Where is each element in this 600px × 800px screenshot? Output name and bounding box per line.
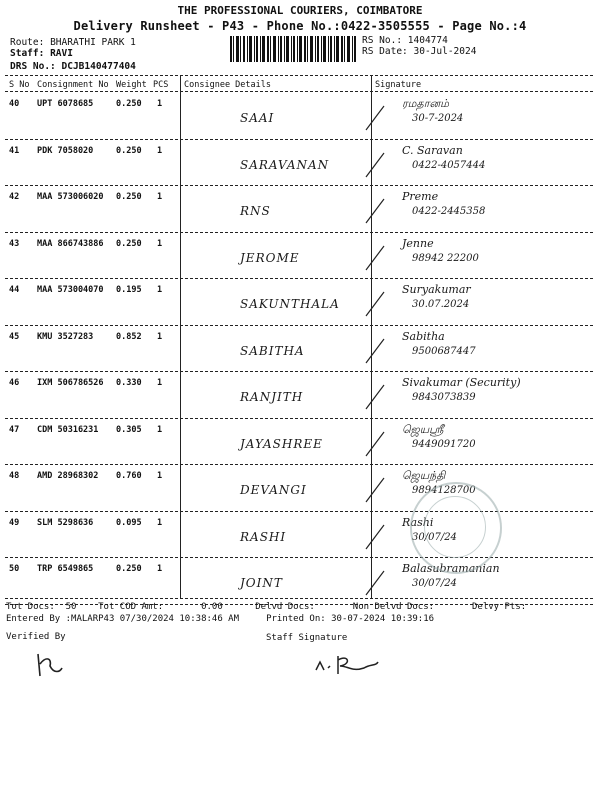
route-label: Route: [10, 37, 45, 48]
row-signature-name: ஜெயந்தி [402, 469, 446, 482]
row-signature-name: Jenne [402, 236, 434, 250]
staff-label: Staff: [10, 48, 45, 59]
table-header-rule [5, 91, 593, 92]
row-sno: 42 [9, 192, 20, 202]
drs-value: DCJB140477404 [61, 61, 136, 72]
row-signature-name: Rashi [402, 515, 434, 529]
row-signature-name: Sivakumar (Security) [402, 376, 521, 389]
staff-signature-label: Staff Signature [266, 633, 348, 643]
row-weight: 0.305 [116, 424, 142, 435]
row-pcs: 1 [157, 145, 163, 156]
row-weight: 0.250 [116, 238, 142, 249]
row-consignment-no: MAA 866743886 [37, 238, 104, 249]
row-signature-name: Sabitha [402, 329, 445, 343]
row-consignment-no: MAA 573004070 [37, 285, 104, 295]
verifier-signature [32, 650, 68, 680]
row-tick-mark [362, 289, 388, 319]
staff-value: RAVI [50, 48, 73, 59]
route-value: BHARATHI PARK 1 [50, 37, 136, 48]
row-signature-note: 30/07/24 [412, 578, 457, 589]
row-tick-mark [362, 150, 388, 180]
row-weight: 0.250 [116, 192, 142, 202]
row-pcs: 1 [157, 424, 163, 435]
row-pcs: 1 [157, 192, 163, 202]
row-consignee-name: SARAVANAN [240, 157, 330, 172]
drs-line [10, 61, 136, 72]
row-weight: 0.250 [116, 99, 142, 109]
table-row [0, 372, 600, 420]
row-consignment-no: IXM 506786526 [37, 378, 104, 388]
row-sno: 45 [9, 331, 20, 342]
row-tick-mark [362, 103, 388, 133]
row-consignee-name: SABITHA [240, 343, 305, 358]
footer-top-rule [5, 598, 593, 599]
table-top-rule [5, 75, 593, 76]
row-consignee-name: JOINT [240, 576, 283, 590]
row-pcs: 1 [157, 517, 163, 528]
row-sno: 41 [9, 145, 20, 156]
row-sno: 47 [9, 424, 20, 435]
table-row [0, 279, 600, 327]
row-pcs: 1 [157, 378, 163, 388]
row-weight: 0.195 [116, 285, 142, 295]
table-row [0, 93, 600, 141]
row-consignee-name: RNS [240, 204, 271, 218]
row-signature-note: 30/07/24 [412, 531, 457, 543]
row-tick-mark [362, 429, 388, 459]
barcode-image [230, 36, 356, 62]
column-header-consignment: Consignment No [37, 80, 109, 90]
document-subtitle: Delivery Runsheet - P43 - Phone No.:0422-3505555 - Page No.:4 [73, 19, 527, 33]
row-consignment-no: KMU 3527283 [37, 331, 94, 342]
row-signature-note: 9500687447 [412, 345, 476, 357]
table-row [0, 512, 600, 560]
row-weight: 0.250 [116, 564, 142, 574]
row-pcs: 1 [157, 564, 163, 574]
row-sno: 46 [9, 378, 20, 388]
row-weight: 0.852 [116, 331, 142, 342]
row-signature-name: Suryakumar [402, 283, 471, 296]
row-weight: 0.330 [116, 378, 142, 388]
row-tick-mark [362, 382, 388, 412]
column-header-sno: S No [9, 80, 30, 90]
route-line [10, 37, 136, 48]
row-sno: 43 [9, 238, 20, 249]
rs-no-label: RS No.: [362, 35, 403, 46]
rs-date-label: RS Date: [362, 46, 408, 57]
staff-handwritten-signature [312, 652, 382, 678]
row-signature-note: 0422-2445358 [412, 206, 486, 217]
rs-no-line [362, 35, 448, 46]
row-signature-note: 30-7-2024 [412, 113, 464, 124]
table-row [0, 419, 600, 467]
row-consignment-no: CDM 50316231 [37, 424, 99, 435]
row-consignment-no: AMD 28968302 [37, 471, 99, 481]
row-sno: 50 [9, 564, 20, 574]
row-tick-mark [362, 243, 388, 273]
row-signature-note: 0422-4057444 [412, 159, 486, 171]
row-consignment-no: UPT 6078685 [37, 99, 94, 109]
row-consignment-no: MAA 573006020 [37, 192, 104, 202]
company-stamp [410, 482, 502, 574]
row-pcs: 1 [157, 471, 163, 481]
row-consignee-name: DEVANGI [240, 483, 307, 497]
table-row [0, 233, 600, 281]
row-signature-name: ரமதானம் [402, 97, 449, 110]
row-consignment-no: PDK 7058020 [37, 145, 94, 156]
row-consignee-name: RASHI [240, 529, 287, 544]
row-signature-note: 9449091720 [412, 438, 476, 450]
rs-date-line [362, 46, 476, 57]
document-title: THE PROFESSIONAL COURIERS, COIMBATORE [177, 4, 423, 17]
row-tick-mark [362, 196, 388, 226]
entered-by-line: Entered By :MALARP43 07/30/2024 10:38:46 AM Printed On: 30-07-2024 10:39:16 [6, 614, 435, 624]
row-sno: 49 [9, 517, 20, 528]
table-row [0, 186, 600, 234]
row-consignee-name: JEROME [240, 250, 300, 265]
row-signature-note: 9894128700 [412, 485, 476, 496]
row-sno: 48 [9, 471, 20, 481]
staff-line [10, 48, 73, 59]
row-weight: 0.095 [116, 517, 142, 528]
row-consignee-name: SAKUNTHALA [240, 297, 340, 311]
row-consignee-name: RANJITH [240, 390, 304, 404]
row-signature-note: 9843073839 [412, 392, 476, 403]
drs-label: DRS No.: [10, 61, 56, 72]
table-row [0, 140, 600, 188]
row-consignment-no: SLM 5298636 [37, 517, 94, 528]
column-header-signature: Signature [375, 80, 422, 90]
row-consignee-name: JAYASHREE [240, 436, 323, 451]
row-weight: 0.760 [116, 471, 142, 481]
table-row [0, 465, 600, 513]
row-tick-mark [362, 568, 388, 598]
row-signature-name: Preme [402, 190, 439, 203]
row-pcs: 1 [157, 285, 163, 295]
row-signature-name: Balasubramanian [402, 562, 500, 575]
row-pcs: 1 [157, 238, 163, 249]
row-signature-name: ஜெயஸ்ரீ [402, 422, 444, 436]
column-header-weight: Weight [116, 80, 147, 90]
row-sno: 40 [9, 99, 20, 109]
rs-no-value: 1404774 [407, 35, 448, 46]
column-header-pcs: PCS [153, 80, 169, 90]
row-tick-mark [362, 336, 388, 366]
row-sno: 44 [9, 285, 20, 295]
row-signature-note: 98942 22200 [412, 252, 479, 264]
column-header-consignee: Consignee Details [184, 80, 271, 90]
row-pcs: 1 [157, 331, 163, 342]
row-consignment-no: TRP 6549865 [37, 564, 94, 574]
totals-line: Tot Docs: 50 Tot COD Amt: 0.00 Delvd Docs: Non Delvd Docs: Delvy Pts: [6, 602, 527, 612]
row-signature-name: C. Saravan [402, 143, 463, 157]
verified-by-label: Verified By [6, 632, 66, 642]
row-pcs: 1 [157, 99, 163, 109]
row-tick-mark [362, 475, 388, 505]
row-consignee-name: SAAI [240, 111, 275, 125]
rs-date-value: 30-Jul-2024 [413, 46, 477, 57]
row-tick-mark [362, 522, 388, 552]
row-signature-note: 30.07.2024 [412, 299, 470, 310]
table-row [0, 326, 600, 374]
row-weight: 0.250 [116, 145, 142, 156]
